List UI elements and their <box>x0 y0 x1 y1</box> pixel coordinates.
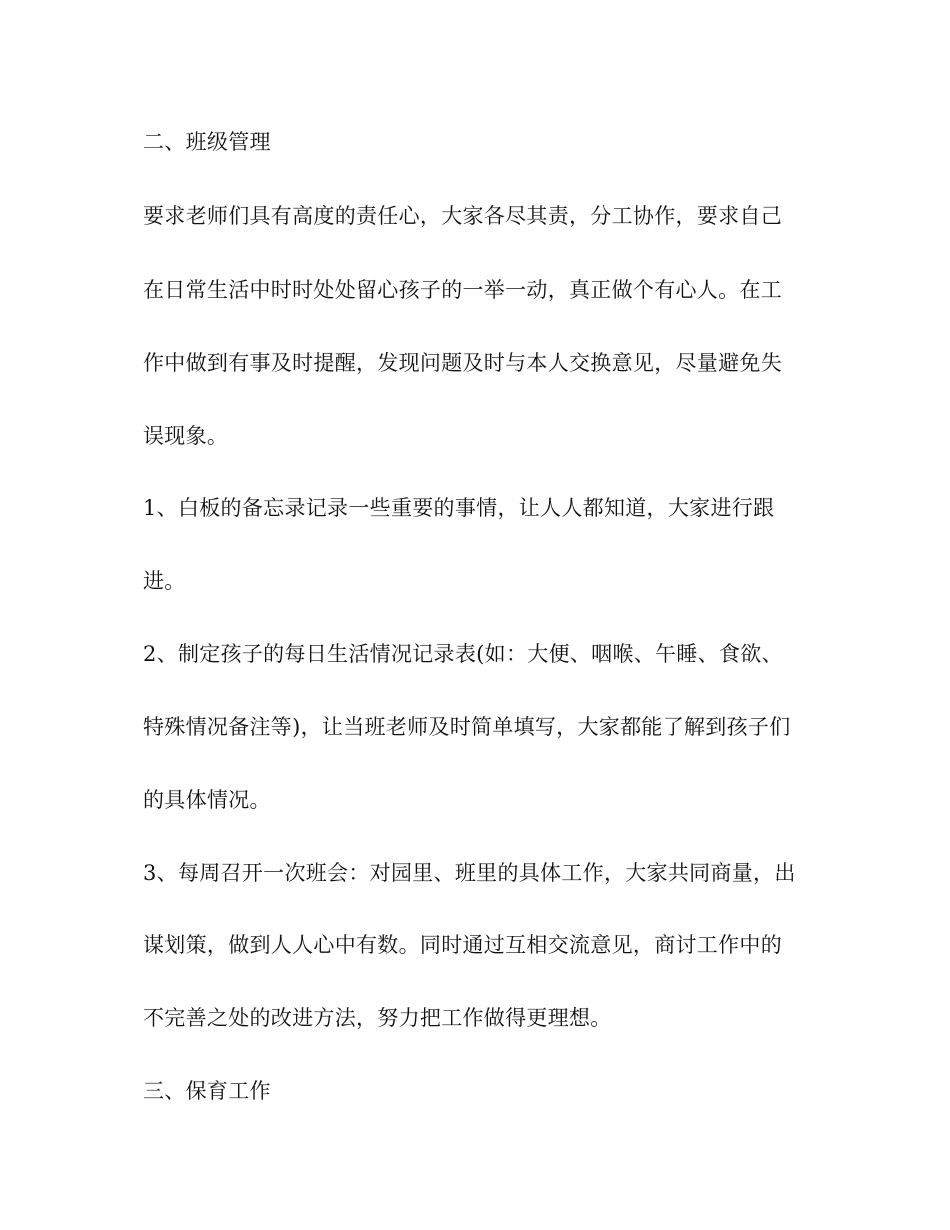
paragraph-line: 误现象。 <box>143 424 229 448</box>
list-item-line: 2、制定孩子的每日生活情况记录表(如：大便、咽喉、午睡、食欲、 <box>143 642 783 666</box>
paragraph-line: 在日常生活中时时处处留心孩子的一举一动，真正做个有心人。在工 <box>143 278 782 302</box>
list-item-line: 特殊情况备注等)，让当班老师及时简单填写，大家都能了解到孩子们 <box>143 715 791 739</box>
list-item-line: 的具体情况。 <box>143 788 271 812</box>
section-heading-childcare: 三、保育工作 <box>143 1079 271 1103</box>
section-heading-class-management: 二、班级管理 <box>143 130 271 154</box>
paragraph-line: 要求老师们具有高度的责任心，大家各尽其责，分工协作，要求自己 <box>143 204 782 228</box>
list-item-line: 谋划策，做到人人心中有数。同时通过互相交流意见，商讨工作中的 <box>143 933 782 957</box>
list-item-line: 3、每周召开一次班会：对园里、班里的具体工作，大家共同商量，出 <box>143 861 796 885</box>
list-item-line: 进。 <box>143 569 186 593</box>
paragraph-line: 作中做到有事及时提醒，发现问题及时与本人交换意见，尽量避免失 <box>143 351 782 375</box>
list-item-line: 不完善之处的改进方法，努力把工作做得更理想。 <box>143 1006 612 1030</box>
list-item-line: 1、白板的备忘录记录一些重要的事情，让人人都知道，大家进行跟 <box>143 496 775 520</box>
